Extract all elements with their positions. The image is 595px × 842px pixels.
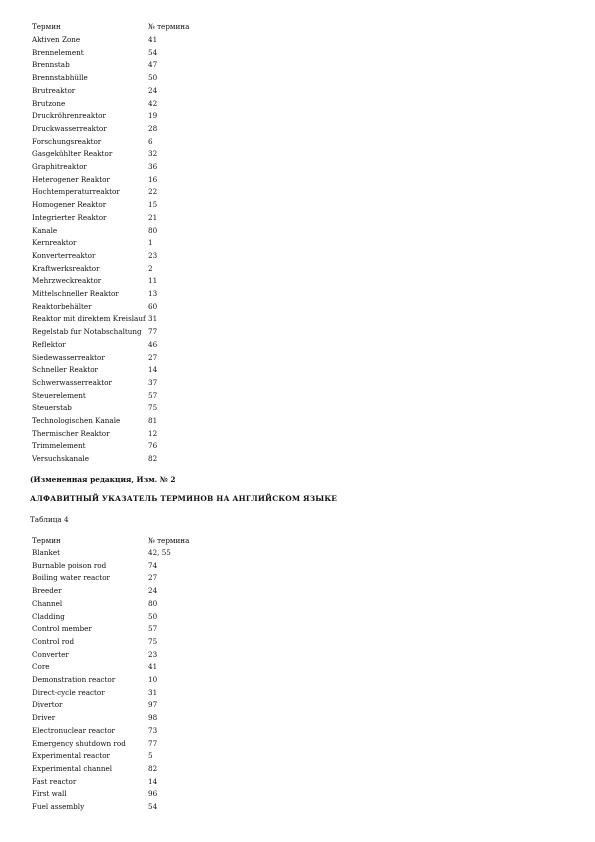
revision-note: (Измененная редакция, Изм. № 2 [30,475,176,484]
number-cell: 24 [148,85,158,95]
number-cell: 11 [148,276,158,286]
number-cell: 21 [148,212,158,222]
number-cell: 75 [148,403,158,413]
term-cell: Aktiven Zone [32,35,81,44]
term-cell: Konverterreaktor [32,250,96,260]
term-cell: Cladding [32,611,65,621]
term-cell: Blanket [32,548,60,557]
term-cell: Reaktorbehälter [32,301,92,311]
number-cell: 57 [148,390,158,400]
term-cell: Experimental reactor [32,751,110,761]
term-cell: Schneller Reaktor [32,365,98,375]
term-cell: Thermischer Reaktor [32,428,110,438]
term-cell: First wall [32,789,67,799]
term-cell: Brennstabhülle [32,73,88,83]
term-cell: Siedewasserreaktor [32,352,105,362]
term-cell: Electronuclear reactor [32,725,115,735]
term-cell: Demonstration reactor [32,675,116,684]
term-cell: Reaktor mit direktem Kreislauf [32,314,146,324]
number-cell: 31 [148,314,158,324]
number-cell: 76 [148,441,158,451]
number-cell: 57 [148,624,158,634]
term-cell: Direct-cycle reactor [32,687,105,697]
term-cell: Mittelschneller Reaktor [32,289,119,298]
number-cell: 82 [148,454,158,464]
number-cell: 13 [148,289,158,298]
number-cell: 23 [148,250,158,260]
number-column-header: № термина [148,22,190,31]
term-cell: Mehrzweckreaktor [32,276,102,286]
term-cell: Hochtemperaturreaktor [32,187,120,197]
term-cell: Graphitreaktor [32,162,87,171]
number-cell: 46 [148,339,158,349]
number-cell: 41 [148,662,158,672]
number-cell: 36 [148,162,158,171]
term-cell: Driver [32,713,56,723]
number-cell: 47 [148,60,158,70]
number-cell: 19 [148,111,158,121]
number-cell: 80 [148,225,158,235]
table-4-label: Таблица 4 [30,515,69,524]
term-cell: Channel [32,598,63,608]
number-cell: 31 [148,687,158,697]
term-cell: Steuerstab [32,403,72,413]
number-cell: 2 [148,263,153,273]
term-cell: Kanale [32,225,58,235]
term-cell: Reflektor [32,339,66,349]
term-cell: Steuerelement [32,390,86,400]
number-cell: 24 [148,586,158,596]
term-cell: Experimental channel [32,763,113,773]
term-cell: Boiling water reactor [32,573,110,583]
term-cell: Core [32,662,50,672]
number-cell: 96 [148,789,158,799]
number-cell: 1 [148,238,153,248]
term-cell: Versuchskanale [32,454,89,464]
number-cell: 23 [148,649,158,659]
number-cell: 50 [148,73,158,83]
number-cell: 74 [148,560,158,570]
number-cell: 77 [148,327,158,337]
term-cell: Schwerwasserreaktor [32,377,112,387]
term-cell: Integrierter Reaktor [32,212,107,222]
term-cell: Brutreaktor [32,85,76,95]
number-cell: 37 [148,377,158,387]
number-cell: 27 [148,573,158,583]
number-cell: 97 [148,700,158,710]
term-cell: Converter [32,649,69,659]
term-cell: Brutzone [32,98,66,108]
term-cell: Burnable poison rod [32,560,107,570]
number-cell: 28 [148,123,158,133]
number-cell: 98 [148,713,158,723]
term-cell: Regelstab fur Notabschaltung [32,327,142,337]
term-cell: Brennelement [32,47,84,57]
number-cell: 73 [148,725,158,735]
term-cell: Heterogener Reaktor [32,174,110,184]
term-column-header: Термин [32,536,61,545]
term-cell: Control rod [32,636,75,646]
number-cell: 81 [148,416,158,425]
term-cell: Emergency shutdown rod [32,738,126,748]
number-cell: 82 [148,763,158,773]
number-cell: 54 [148,47,158,57]
number-cell: 80 [148,598,158,608]
term-cell: Forschungsreaktor [32,136,102,146]
term-cell: Druckröhrenreaktor [32,111,106,121]
term-cell: Fuel assembly [32,802,85,811]
number-cell: 42 [148,98,158,108]
term-cell: Fast reactor [32,776,77,786]
term-cell: Control member [32,624,92,634]
section-heading: АЛФАВИТНЫЙ УКАЗАТЕЛЬ ТЕРМИНОВ НА АНГЛИЙСКОМ ЯЗЫКЕ [30,494,338,503]
number-cell: 60 [148,301,158,311]
term-cell: Gasgekühlter Reaktor [32,149,113,159]
number-cell: 12 [148,428,158,438]
number-cell: 15 [148,200,158,210]
number-cell: 14 [148,776,158,786]
term-cell: Brennstab [32,60,70,70]
term-cell: Technologischen Kanale [32,416,121,425]
number-cell: 50 [148,611,158,621]
term-cell: Breeder [32,586,62,596]
number-cell: 32 [148,149,158,159]
term-column-header: Термин [32,22,61,31]
number-cell: 54 [148,802,158,811]
term-cell: Trimmelement [32,441,86,451]
term-cell: Kraftwerksreaktor [32,263,100,273]
number-cell: 41 [148,35,158,44]
number-cell: 27 [148,352,158,362]
number-cell: 10 [148,675,158,684]
number-cell: 14 [148,365,158,375]
term-cell: Divertor [32,700,63,710]
number-cell: 22 [148,187,158,197]
number-cell: 16 [148,174,158,184]
number-cell: 5 [148,751,153,761]
term-cell: Kernreaktor [32,238,77,248]
term-cell: Homogener Reaktor [32,200,107,210]
number-column-header: № термина [148,536,190,545]
number-cell: 42, 55 [148,548,171,557]
number-cell: 75 [148,636,158,646]
term-cell: Druckwasserreaktor [32,123,107,133]
number-cell: 77 [148,738,158,748]
number-cell: 6 [148,136,153,146]
